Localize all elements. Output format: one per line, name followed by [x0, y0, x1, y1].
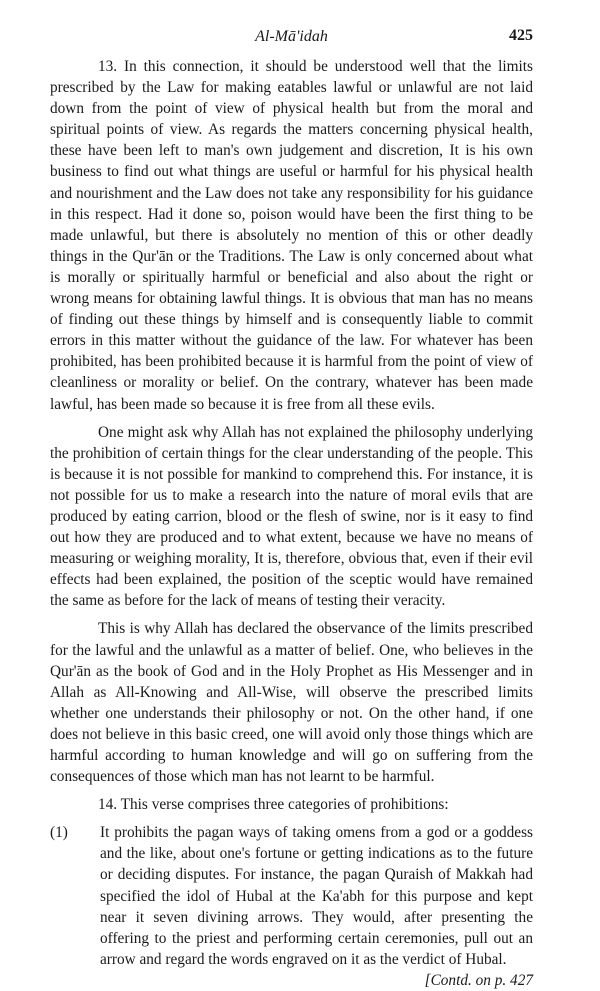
- page-header: [50, 28, 533, 48]
- paragraph-belief: This is why Allah has declared the observance of the limits prescribed for the lawful and the unlawful as a matter of belief. One, who believes in the Qur'ān as the book of God and in the Holy Prophet as His Messenger and in Allah as All-Knowing and All-Wise, will observe the prescribed limits whether one understands their philosophy or not. On the other hand, if one does not believe in this basic creed, one will avoid only those things which are harmful according to human knowledge and will go on suffering from the consequences of those which man has not learnt to be harmful.: [50, 620, 533, 786]
- body-text: [50, 56, 533, 991]
- running-title: Al-Mā'idah: [255, 28, 328, 45]
- list-item: [50, 822, 533, 991]
- paragraph-philosophy: One might ask why Allah has not explained the philosophy underlying the prohibition of certain things for the clear understanding of the people. This is because it is not possible for mankind to comprehend this. For instance, it is not possible for us to make a research into the nature of moral evils that are produced by eating carrion, blood or the flesh of swine, nor is it easy to find out how they are produced and to what extent, because we have no means of measuring or weighing morality, It is, therefore, obvious that, even if their evil effects had been explained, the position of the sceptic would have remained the same as before for the lack of means of testing their veracity.: [50, 423, 533, 610]
- list-marker: (1): [50, 824, 68, 842]
- continuation-note: [Contd. on p. 427: [424, 971, 533, 989]
- paragraph-13: 13. In this connection, it should be understood well that the limits prescribed by the Law for making eatables lawful or unlawful are not laid down from the point of view of physical health but from the moral and spiritual points of view. As regards the matters concerning physical health, these have been left to man's own judgement and discretion, It is his own business to find out what things are useful or harmful for his physical health and nourishment and the Law does not take any responsibility for his guidance in this respect. Had it done so, poison would have been the first thing to be made unlawful, but there is absolutely no mention of this or other deadly things in the Qur'ān or the Traditions. The Law is only concerned about what is morally or spiritually harmful or beneficial and also about the right or wrong means for obtaining lawful things. It is obvious that man has no means of finding out these things by himself and is consequently liable to commit errors in this matter without the guidance of the law. For whatever has been prohibited, has been prohibited because it is harmful from the point of view of cleanliness or morality or belief. On the contrary, whatever has been made lawful, has been made so because it is free from all these evils.: [50, 58, 533, 413]
- page-number: 425: [509, 27, 533, 44]
- list-item-text: It prohibits the pagan ways of taking omens from a god or a goddess and the like, about one's fortune or getting indications as to the future or deciding disputes. For instance, the pagan Quraish of Makkah had specified the idol of Hubal at the Ka'abh for this purpose and kept near it seven divining arrows. They would, after presenting the offering to the priest and performing certain ceremonies, pull out an arrow and regard the words engraved on it as the verdict of Hubal.: [100, 824, 533, 968]
- list-text: [100, 822, 533, 991]
- paragraph-14: 14. This verse comprises three categories of prohibitions:: [98, 796, 449, 814]
